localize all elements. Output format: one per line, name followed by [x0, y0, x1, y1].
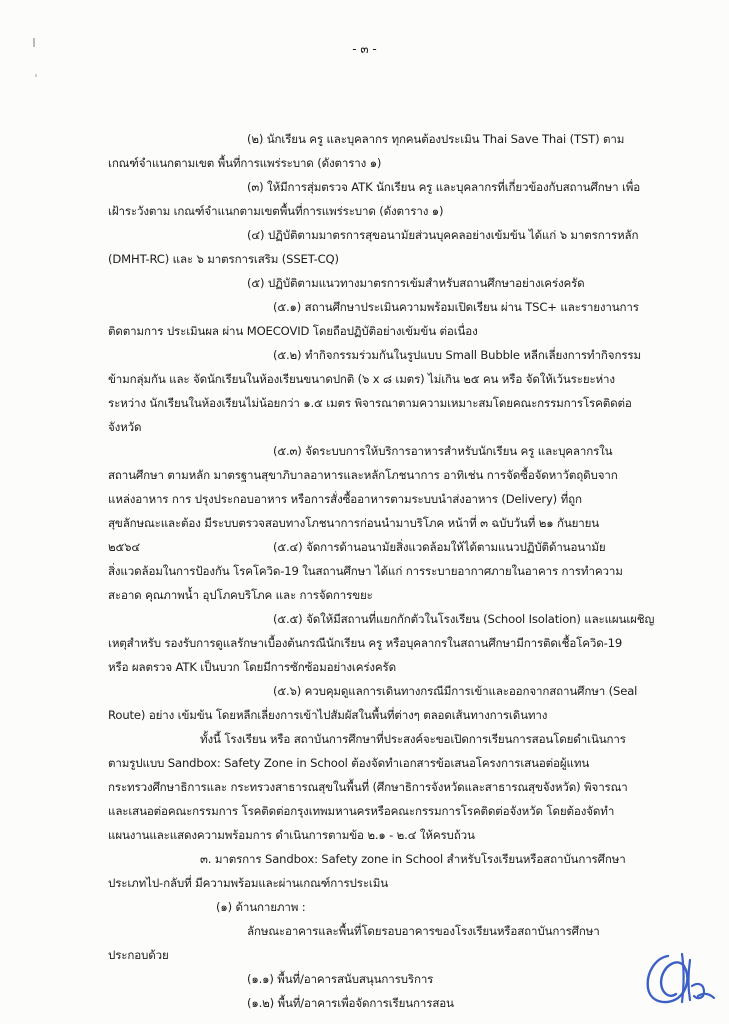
text-line: กระทรวงศึกษาธิการและ กระทรวงสาธารณสุขในพื้นที่ (ศึกษาธิการจังหวัดและสาธารณสุขจังหวัด) พิจารณา [108, 780, 628, 794]
text-line: จังหวัด [108, 420, 142, 434]
text-line: ลักษณะอาคารและพื้นที่โดยรอบอาคารของโรงเรียนหรือสถาบันการศึกษา [247, 924, 600, 938]
text-line: ประเภทไป-กลับที่ มีความพร้อมและผ่านเกณฑ์การประเมิน [108, 876, 388, 890]
text-line: ๓. มาตรการ Sandbox: Safety zone in School สำหรับโรงเรียนหรือสถาบันการศึกษา [200, 852, 626, 866]
text-line: (๕) ปฏิบัติตามแนวทางมาตรการเข้มสำหรับสถานศึกษาอย่างเคร่งครัด [247, 276, 585, 290]
text-line: แผนงานและแสดงความพร้อมการ ดำเนินการตามข้อ ๒.๑ - ๒.๔ ให้ครบถ้วน [108, 828, 475, 842]
text-line: และเสนอต่อคณะกรรมการ โรคติดต่อกรุงเทพมหานครหรือคณะกรรมการโรคติดต่อจังหวัด โดยต้องจัดทำ [108, 804, 615, 818]
text-line: (๑.๒) พื้นที่/อาคารเพื่อจัดการเรียนการสอน [247, 996, 454, 1010]
text-line: สะอาด คุณภาพน้ำ อุปโภคบริโภค และ การจัดการขยะ [108, 588, 373, 602]
scan-mark [35, 74, 37, 77]
text-line: ตามรูปแบบ Sandbox: Safety Zone in School ต้องจัดทำเอกสารข้อเสนอโครงการเสนอต่อผู้แทน [108, 756, 590, 770]
text-line: ข้ามกลุ่มกัน และ จัดนักเรียนในห้องเรียนขนาดปกติ (๖ x ๘ เมตร) ไม่เกิน ๒๕ คน หรือ จัดให้เว้นระยะห่าง [108, 372, 615, 386]
text-line: ๒๕๖๔ [108, 540, 140, 554]
text-line: หรือ ผลตรวจ ATK เป็นบวก โดยมีการซักซ้อมอย่างเคร่งครัด [108, 660, 396, 674]
text-line: ระหว่าง นักเรียนในห้องเรียนไม่น้อยกว่า ๑.๕ เมตร พิจารณาตามความเหมาะสมโดยคณะกรรมการโรคติดต่อ [108, 396, 632, 410]
signature-icon [638, 946, 718, 1010]
text-line: (๕.๔) จัดการด้านอนามัยสิ่งแวดล้อมให้ได้ตามแนวปฏิบัติด้านอนามัย [273, 540, 606, 554]
text-line: (๕.๑) สถานศึกษาประเมินความพร้อมเปิดเรียน ผ่าน TSC+ และรายงานการ [273, 300, 639, 314]
text-line: (๕.๓) จัดระบบการให้บริการอาหารสำหรับนักเรียน ครู และบุคลากรใน [273, 444, 613, 458]
text-line: สถานศึกษา ตามหลัก มาตรฐานสุขาภิบาลอาหารและหลักโภชนาการ อาทิเช่น การจัดซื้อจัดหาวัตถุดิบจาก [108, 468, 618, 482]
text-line: (๕.๕) จัดให้มีสถานที่แยกกักตัวในโรงเรียน (School Isolation) และแผนเผชิญ [273, 612, 655, 626]
text-line: (๑.๑) พื้นที่/อาคารสนับสนุนการบริการ [247, 972, 434, 986]
text-line: แหล่งอาหาร การ ปรุงประกอบอาหาร หรือการสั่งซื้ออาหารตามระบบนำส่งอาหาร (Delivery) ที่ถูก [108, 492, 582, 506]
text-line: เหตุสำหรับ รองรับการดูแลรักษาเบื้องต้นกรณีนักเรียน ครู หรือบุคลากรในสถานศึกษามีการติดเชื้อโควิด-19 [108, 636, 623, 650]
text-line: Route) อย่าง เข้มข้น โดยหลีกเลี่ยงการเข้าไปสัมผัสในพื้นที่ต่างๆ ตลอดเส้นทางการเดินทาง [108, 708, 548, 722]
text-line: (๓) ให้มีการสุ่มตรวจ ATK นักเรียน ครู และบุคลากรที่เกี่ยวข้องกับสถานศึกษา เพื่อ [247, 180, 641, 194]
text-line: เฝ้าระวังตาม เกณฑ์จำแนกตามเขตพื้นที่การแพร่ระบาด (ดังตาราง ๑) [108, 204, 444, 218]
text-line: (๕.๖) ควบคุมดูแลการเดินทางกรณีมีการเข้าและออกจากสถานศึกษา (Seal [273, 684, 638, 698]
text-line: สุขลักษณะและต้อง มีระบบตรวจสอบทางโภชนาการก่อนนำมาบริโภค หน้าที่ ๓ ฉบับวันที่ ๒๑ กันยายน [108, 516, 600, 530]
text-line: (๒) นักเรียน ครู และบุคลากร ทุกคนต้องประเมิน Thai Save Thai (TST) ตาม [247, 132, 625, 146]
text-line: ประกอบด้วย [108, 948, 169, 962]
text-line: (๑) ด้านกายภาพ : [216, 900, 306, 914]
text-line: ทั้งนี้ โรงเรียน หรือ สถาบันการศึกษาที่ประสงค์จะขอเปิดการเรียนการสอนโดยดำเนินการ [200, 732, 626, 746]
text-line: (DMHT-RC) และ ๖ มาตรการเสริม (SSET-CQ) [108, 252, 339, 266]
text-line: สิ่งแวดล้อมในการป้องกัน โรคโควิด-19 ในสถานศึกษา ได้แก่ การระบายอากาศภายในอาคาร การทำความ [108, 564, 623, 578]
text-line: (๔) ปฏิบัติตามมาตรการสุขอนามัยส่วนบุคคลอย่างเข้มข้น ได้แก่ ๖ มาตรการหลัก [247, 228, 639, 242]
text-line: (๕.๒) ทำกิจกรรมร่วมกันในรูปแบบ Small Bubble หลีกเลี่ยงการทำกิจกรรม [273, 348, 641, 362]
page-number: - ๓ - [352, 42, 377, 56]
text-line: เกณฑ์จำแนกตามเขต พื้นที่การแพร่ระบาด (ดังตาราง ๑) [108, 156, 382, 170]
text-line: ติดตามการ ประเมินผล ผ่าน MOECOVID โดยถือปฏิบัติอย่างเข้มข้น ต่อเนื่อง [108, 324, 478, 338]
